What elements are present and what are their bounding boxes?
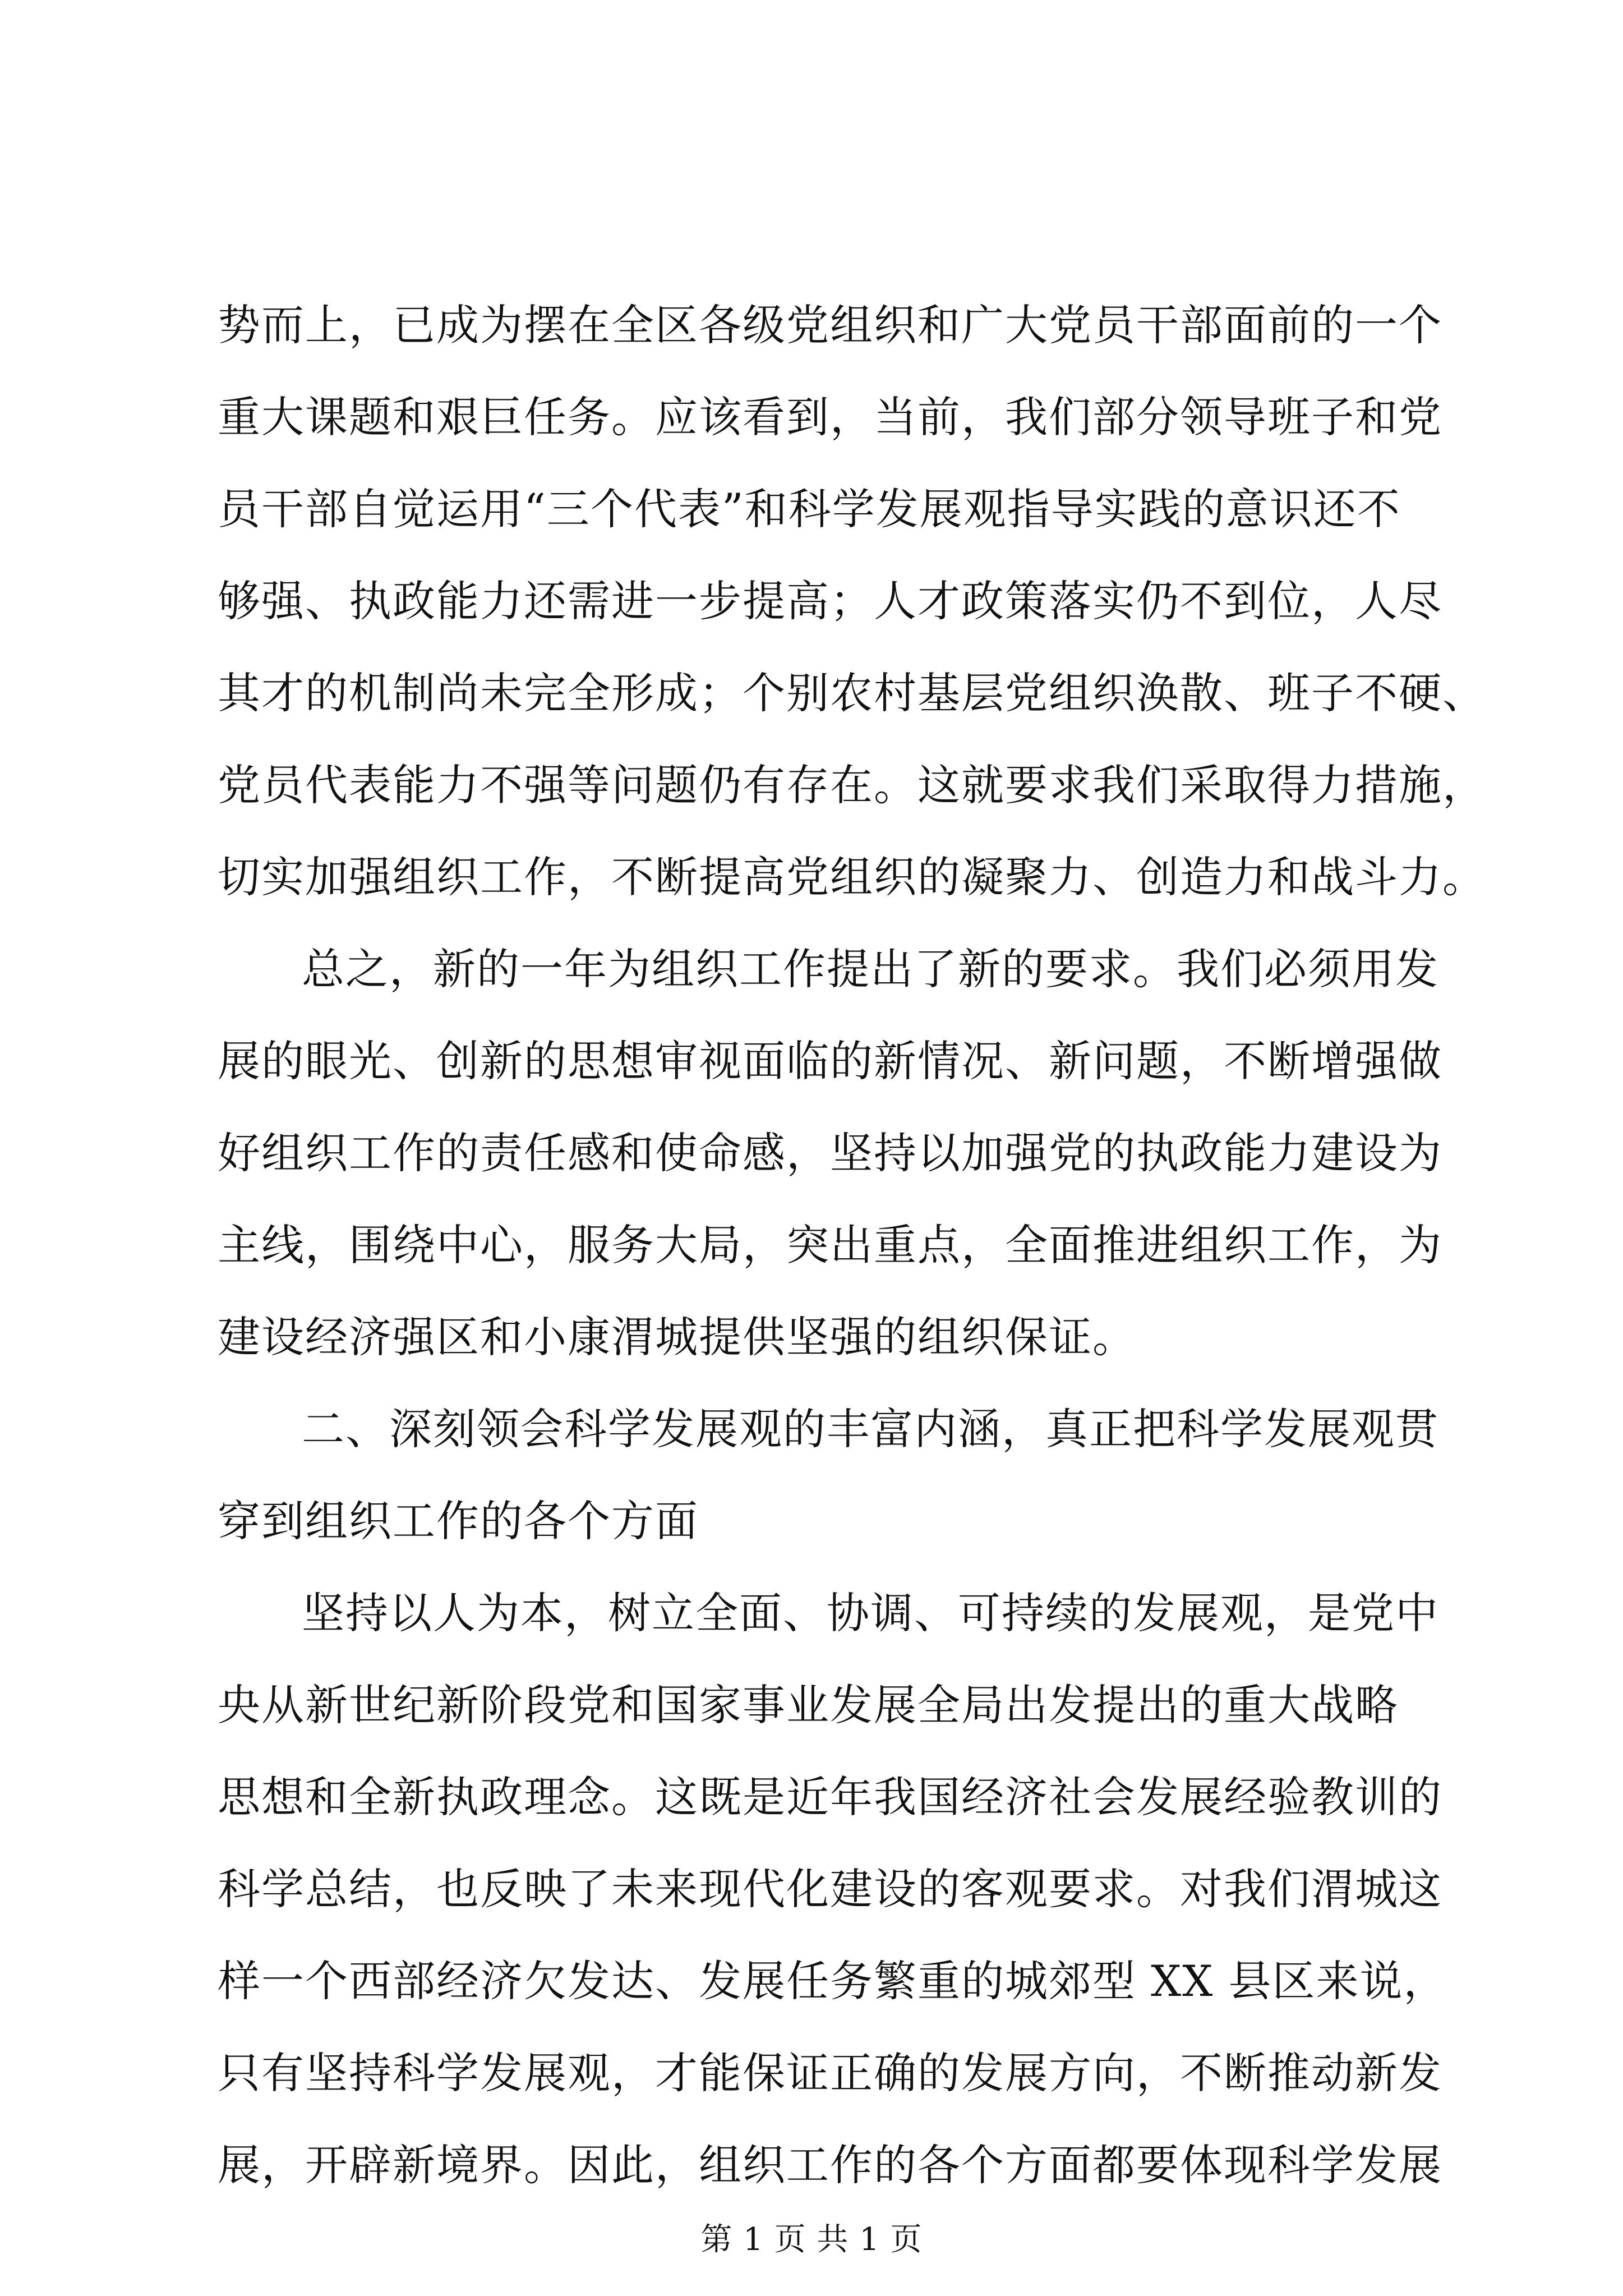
body-text-line: 员干部自觉运用“三个代表”和科学发展观指导实践的意识还不 xyxy=(218,484,1401,534)
body-text-line: 思想和全新执政理念。这既是近年我国经济社会发展经验教训的 xyxy=(218,1772,1442,1822)
body-text-line: 展，开辟新境界。因此，组织工作的各个方面都要体现科学发展 xyxy=(218,2140,1442,2190)
body-text-line: 建设经济强区和小康渭城提供坚强的组织保证。 xyxy=(218,1312,1136,1362)
body-text-line: 样一个西部经济欠发达、发展任务繁重的城郊型 XX 县区来说， xyxy=(218,1956,1447,2006)
body-text-line: 主线，围绕中心，服务大局，突出重点，全面推进组织工作，为 xyxy=(218,1220,1442,1270)
body-text-line: 党员代表能力不强等问题仍有存在。这就要求我们采取得力措施， xyxy=(218,760,1486,810)
page-footer: 第 1 页 共 1 页 xyxy=(700,2221,923,2258)
body-text-line: 只有坚持科学发展观，才能保证正确的发展方向，不断推动新发 xyxy=(218,2048,1442,2098)
body-text-line: 够强、执政能力还需进一步提高；人才政策落实仍不到位，人尽 xyxy=(218,576,1442,626)
body-text-line: 科学总结，也反映了未来现代化建设的客观要求。对我们渭城这 xyxy=(218,1864,1442,1914)
body-text-line: 央从新世纪新阶段党和国家事业发展全局出发提出的重大战略 xyxy=(218,1680,1399,1730)
section-heading-line: 穿到组织工作的各个方面 xyxy=(218,1496,699,1546)
body-text-line: 势而上，已成为摆在全区各级党组织和广大党员干部面前的一个 xyxy=(218,300,1442,350)
body-text-line: 切实加强组织工作，不断提高党组织的凝聚力、创造力和战斗力。 xyxy=(218,852,1486,902)
paragraph-first-line: 坚持以人为本，树立全面、协调、可持续的发展观，是党中 xyxy=(302,1588,1439,1638)
body-text-line: 展的眼光、创新的思想审视面临的新情况、新问题，不断增强做 xyxy=(218,1036,1442,1086)
paragraph-first-line: 总之，新的一年为组织工作提出了新的要求。我们必须用发 xyxy=(302,944,1439,994)
body-text-line: 好组织工作的责任感和使命感，坚持以加强党的执政能力建设为 xyxy=(218,1128,1442,1178)
section-heading-line: 二、深刻领会科学发展观的丰富内涵，真正把科学发展观贯 xyxy=(302,1404,1439,1454)
body-text-line: 重大课题和艰巨任务。应该看到，当前，我们部分领导班子和党 xyxy=(218,392,1442,442)
body-text-line: 其才的机制尚未完全形成；个别农村基层党组织涣散、班子不硬、 xyxy=(218,668,1486,718)
